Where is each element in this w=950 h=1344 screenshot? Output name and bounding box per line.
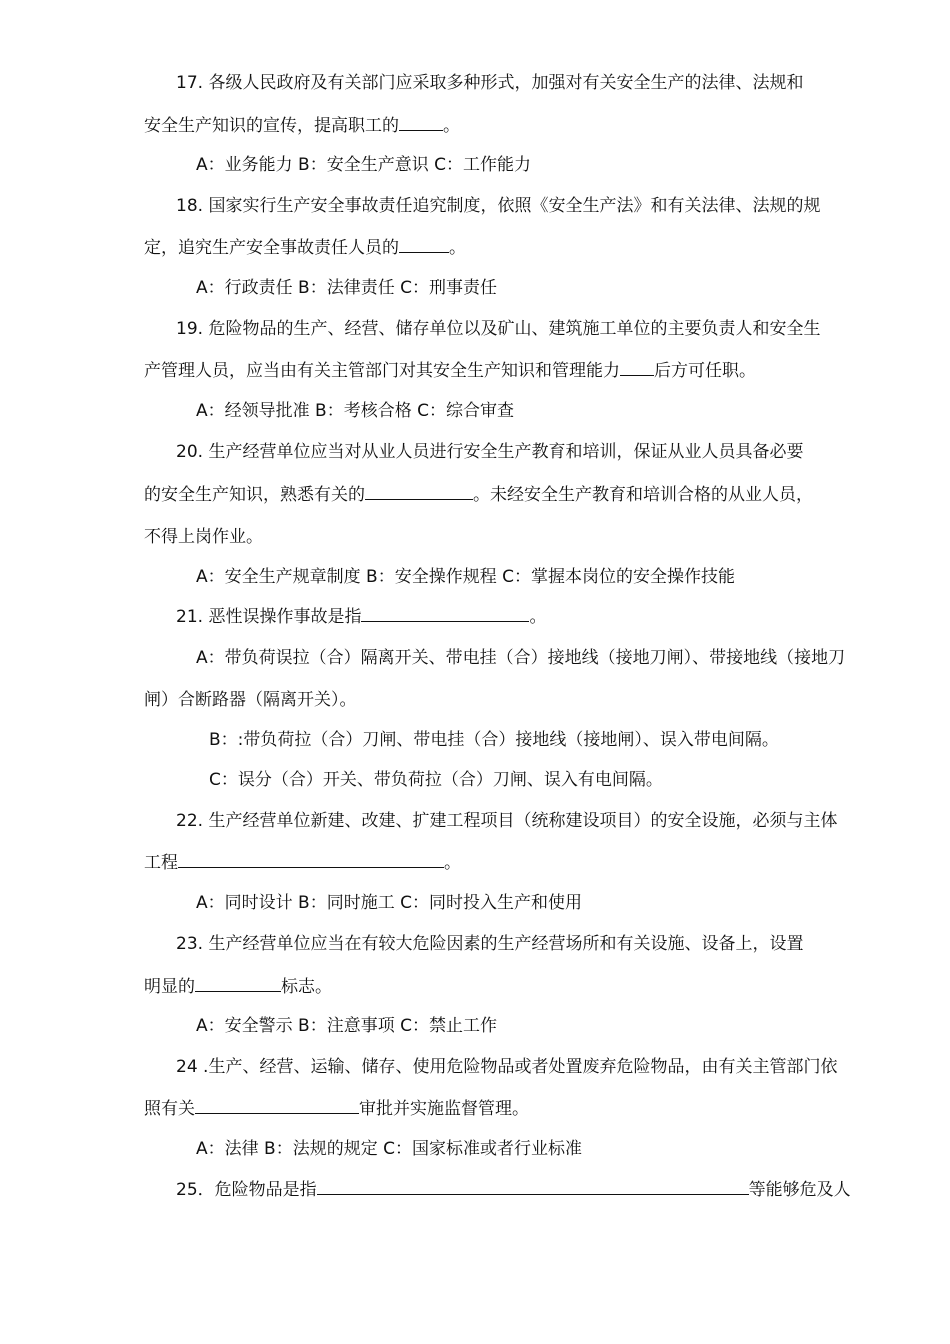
q20-line3: 不得上岗作业。 (144, 527, 263, 547)
q21-blank (361, 607, 529, 622)
q24-line1: 24 .生产、经营、运输、储存、使用危险物品或者处置废弃危险物品，由有关主管部门依 (176, 1057, 838, 1077)
q24-line2-text: 照有关 (144, 1099, 195, 1119)
q17-line2 (144, 115, 460, 137)
q21-option-b: B：:带负荷拉（合）刀闸、带电挂（合）接地线（接地闸）、误入带电间隔。 (209, 730, 779, 750)
q20-line1: 20. 生产经营单位应当对从业人员进行安全生产教育和培训，保证从业人员具备必要 (176, 442, 804, 462)
q25-line1-end: 等能够危及人 (748, 1180, 851, 1200)
q24-line2-end: 审批并实施监督管理。 (359, 1099, 529, 1119)
q18-blank (399, 238, 449, 253)
q20-line2 (144, 484, 813, 506)
q20-line2-text: 的安全生产知识，熟悉有关的 (144, 485, 365, 505)
q19-line1: 19. 危险物品的生产、经营、储存单位以及矿山、建筑施工单位的主要负责人和安全生 (176, 319, 821, 339)
q18-options: A：行政责任 B：法律责任 C：刑事责任 (196, 278, 497, 298)
q22-line2 (144, 852, 461, 874)
q17-blank (399, 116, 443, 131)
q23-blank (195, 977, 281, 992)
q17-line2-end: 。 (443, 116, 460, 136)
q23-options: A：安全警示 B：注意事项 C：禁止工作 (196, 1016, 497, 1036)
q22-options: A：同时设计 B：同时施工 C：同时投入生产和使用 (196, 893, 582, 913)
q18-line2-text: 定，追究生产安全事故责任人员的 (144, 238, 399, 258)
q24-line2 (144, 1098, 529, 1120)
q18-line2-end: 。 (449, 238, 466, 258)
q24-options: A：法律 B：法规的规定 C：国家标准或者行业标准 (196, 1139, 582, 1159)
q23-line2-end: 标志。 (281, 977, 332, 997)
q22-line2-text: 工程 (144, 853, 178, 873)
q25-line1-text: 25．危险物品是指 (176, 1180, 317, 1200)
q22-line2-end: 。 (444, 853, 461, 873)
q17-line1: 17. 各级人民政府及有关部门应采取多种形式，加强对有关安全生产的法律、法规和 (176, 73, 804, 93)
q23-line2-text: 明显的 (144, 977, 195, 997)
q21-line1 (176, 606, 546, 628)
q20-line2-end: 。未经安全生产教育和培训合格的从业人员， (473, 485, 813, 505)
q17-options: A：业务能力 B：安全生产意识 C：工作能力 (196, 155, 531, 175)
q19-line2 (144, 360, 756, 382)
q21-option-c: C：误分（合）开关、带负荷拉（合）刀闸、误入有电间隔。 (209, 770, 663, 790)
q22-blank (178, 853, 444, 868)
q25-line1 (176, 1179, 851, 1201)
q19-line2-text: 产管理人员，应当由有关主管部门对其安全生产知识和管理能力 (144, 361, 620, 381)
q22-line1: 22. 生产经营单位新建、改建、扩建工程项目（统称建设项目）的安全设施，必须与主体 (176, 811, 838, 831)
q21-line1-end: 。 (529, 607, 547, 627)
q21-option-a-line1: A：带负荷误拉（合）隔离开关、带电挂（合）接地线（接地刀闸）、带接地线（接地刀 (196, 648, 846, 668)
q20-blank (365, 485, 473, 500)
q17-line2-text: 安全生产知识的宣传，提高职工的 (144, 116, 399, 136)
q24-blank (195, 1099, 359, 1114)
q21-line1-text: 21. 恶性误操作事故是指 (176, 607, 362, 627)
q21-option-a-line2: 闸）合断路器（隔离开关）。 (144, 690, 357, 710)
q18-line1: 18. 国家实行生产安全事故责任追究制度，依照《安全生产法》和有关法律、法规的规 (176, 196, 821, 216)
q23-line2 (144, 976, 332, 998)
q23-line1: 23. 生产经营单位应当在有较大危险因素的生产经营场所和有关设施、设备上，设置 (176, 934, 804, 954)
q25-blank (317, 1180, 749, 1195)
q18-line2 (144, 237, 466, 259)
q19-blank (620, 361, 654, 376)
q19-options: A：经领导批准 B：考核合格 C：综合审查 (196, 401, 514, 421)
q19-line2-end: 后方可任职。 (654, 361, 756, 381)
q20-options: A：安全生产规章制度 B：安全操作规程 C：掌握本岗位的安全操作技能 (196, 567, 735, 587)
